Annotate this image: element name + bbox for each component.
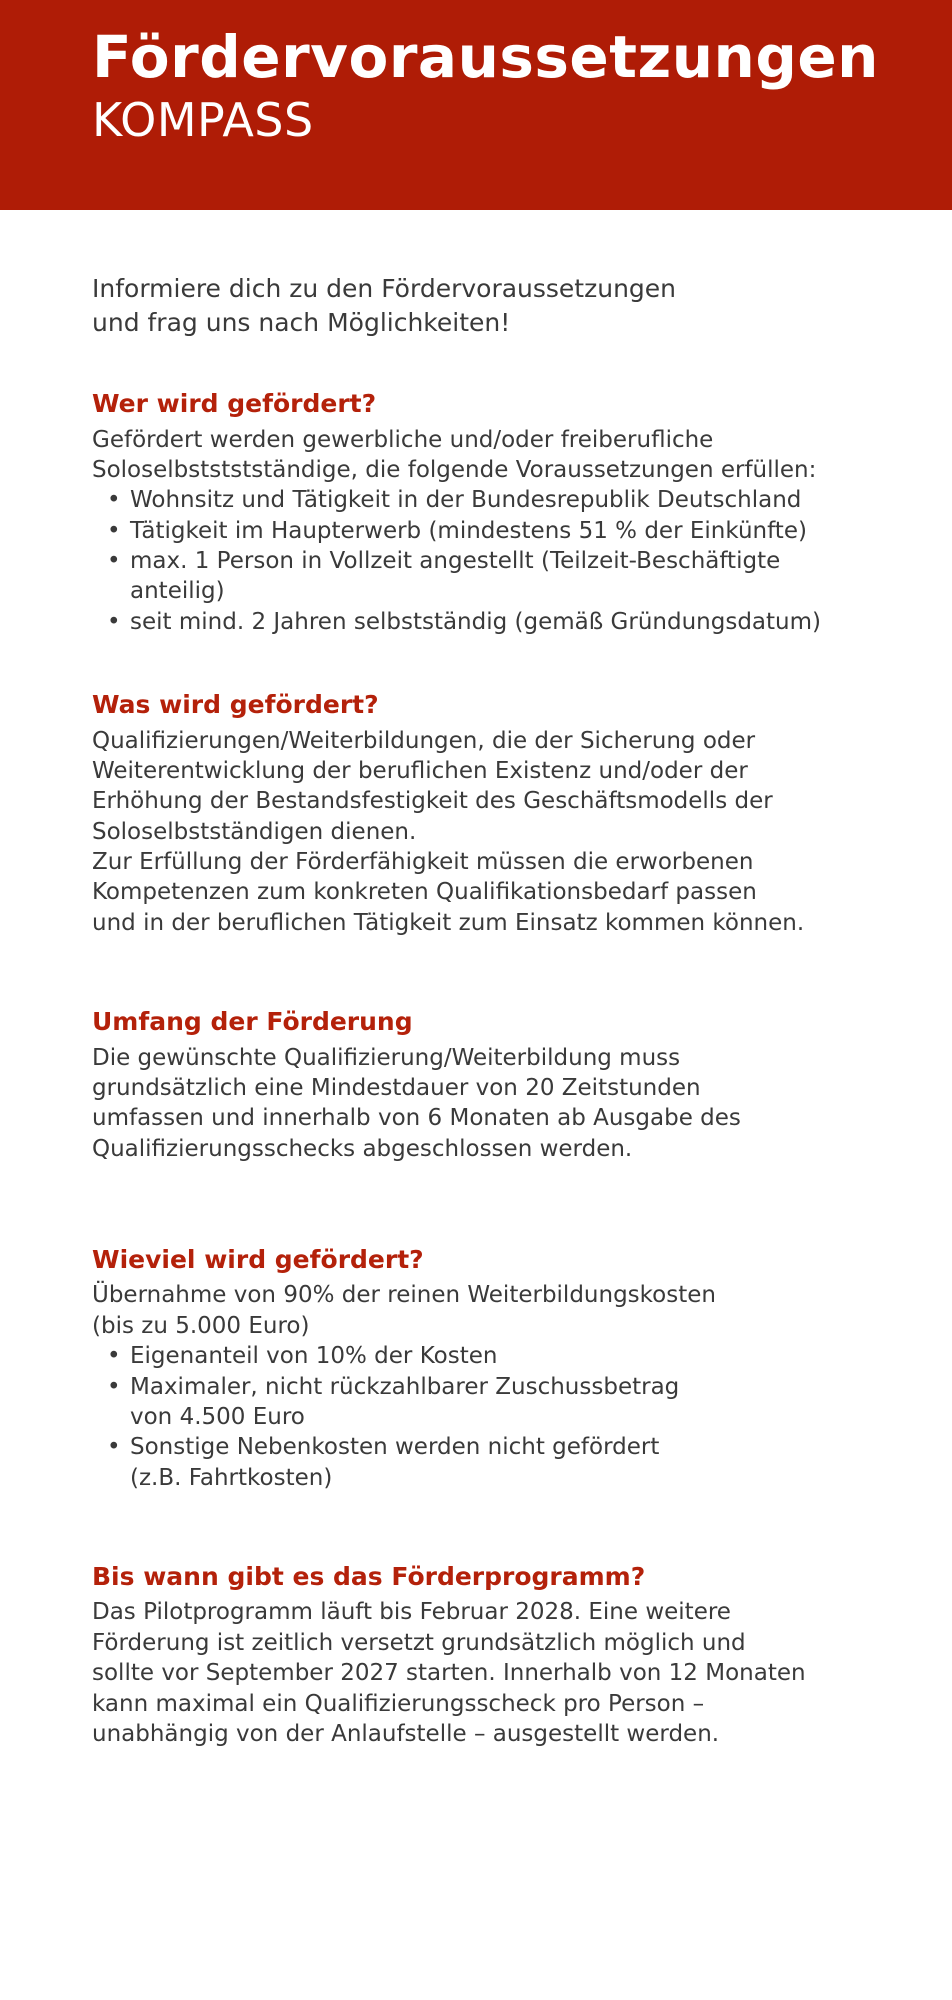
intro-paragraph — [92, 272, 882, 340]
main-content — [0, 210, 952, 1749]
paragraph-line: und in der beruflichen Tätigkeit zum Einsatz kommen können. — [92, 909, 805, 936]
spacer — [92, 671, 882, 689]
section-heading: Umfang der Förderung — [92, 1007, 413, 1037]
paragraph-line: grundsätzlich eine Mindestdauer von 20 Zeitstunden — [92, 1074, 701, 1101]
list-item-line: • max. 1 Person in Vollzeit angestellt (Teilzeit-Beschäftigte — [130, 547, 781, 574]
section-paragraph — [92, 1597, 882, 1749]
bullet-list — [92, 485, 882, 637]
paragraph-line: Erhöhung der Bestandsfestigkeit des Geschäftsmodells der — [92, 788, 773, 815]
section-heading: Bis wann gibt es das Förderprogramm? — [92, 1561, 646, 1591]
paragraph-line: sollte vor September 2027 starten. Innerhalb von 12 Monaten — [92, 1660, 806, 1687]
paragraph-line: Soloselbstständigen dienen. — [92, 818, 417, 845]
section-heading: Wer wird gefördert? — [92, 389, 377, 418]
list-item-line: • Sonstige Nebenkosten werden nicht gefördert — [130, 1434, 660, 1461]
list-item-line: von 4.500 Euro — [130, 1403, 305, 1430]
section-heading: Wieviel wird gefördert? — [92, 1244, 424, 1274]
paragraph-line: Zur Erfüllung der Förderfähigkeit müssen die erworbenen — [92, 848, 754, 875]
section-paragraph — [92, 726, 882, 939]
paragraph-line: umfassen und innerhalb von 6 Monaten ab Ausgabe des — [92, 1105, 741, 1132]
list-item-line: • Tätigkeit im Haupterwerb (mindestens 51 % der Einkünfte) — [130, 517, 807, 544]
paragraph-line: Qualifizierungsschecks abgeschlossen werden. — [92, 1135, 633, 1162]
list-item — [92, 1372, 882, 1433]
list-item — [92, 607, 882, 637]
intro-line-1: Informiere dich zu den Fördervoraussetzungen — [92, 274, 677, 303]
section-paragraph — [92, 1280, 882, 1341]
paragraph-line: Die gewünschte Qualifizierung/Weiterbildung muss — [92, 1044, 681, 1071]
bullet-list — [92, 1341, 882, 1493]
intro-line-2: und frag uns nach Möglichkeiten! — [92, 308, 511, 337]
paragraph-line: Kompetenzen zum konkreten Qualifikationsbedarf passen — [92, 879, 757, 906]
paragraph-line: Gefördert werden gewerbliche und/oder freiberufliche — [92, 426, 714, 453]
paragraph-line: Qualifizierungen/Weiterbildungen, die der Sicherung oder — [92, 727, 756, 754]
header-banner — [0, 0, 952, 210]
list-item-line: • Eigenanteil von 10% der Kosten — [130, 1343, 498, 1370]
list-item — [92, 1341, 882, 1371]
section-was-wird-gefoerdert — [92, 689, 882, 938]
paragraph-line: unabhängig von der Anlaufstelle – ausgestellt werden. — [92, 1720, 720, 1747]
list-item-line: • Wohnsitz und Tätigkeit in der Bundesrepublik Deutschland — [130, 487, 802, 514]
paragraph-line: Übernahme von 90% der reinen Weiterbildungskosten — [92, 1282, 716, 1309]
section-wer-wird-gefoerdert — [92, 388, 882, 637]
program-name: KOMPASS — [92, 92, 314, 147]
page-title: Fördervoraussetzungen — [92, 23, 879, 91]
list-item — [92, 485, 882, 515]
list-item — [92, 516, 882, 546]
list-item-line: anteilig) — [130, 578, 225, 605]
list-item — [92, 1432, 882, 1493]
spacer — [92, 1198, 882, 1244]
paragraph-line: Das Pilotprogramm läuft bis Februar 2028. Eine weitere — [92, 1599, 731, 1626]
spacer — [92, 1527, 882, 1561]
list-item-line: (z.B. Fahrtkosten) — [130, 1464, 333, 1491]
paragraph-line: Soloselbstststständige, die folgende Voraussetzungen erfüllen: — [92, 456, 817, 483]
paragraph-line: Förderung ist zeitlich versetzt grundsätzlich möglich und — [92, 1629, 746, 1656]
paragraph-line: (bis zu 5.000 Euro) — [92, 1312, 310, 1339]
paragraph-line: Weiterentwicklung der beruflichen Existenz und/oder der — [92, 757, 748, 784]
list-item — [92, 546, 882, 607]
list-item-line: • Maximaler, nicht rückzahlbarer Zuschussbetrag — [130, 1373, 680, 1400]
section-heading: Was wird gefördert? — [92, 690, 379, 720]
section-umfang-der-foerderung — [92, 1006, 882, 1164]
spacer — [92, 972, 882, 1006]
list-item-line: • seit mind. 2 Jahren selbstständig (gemäß Gründungsdatum) — [130, 608, 821, 635]
section-wieviel-wird-gefoerdert — [92, 1244, 882, 1493]
paragraph-line: kann maximal ein Qualifizierungsscheck pro Person – — [92, 1690, 705, 1717]
section-paragraph — [92, 1043, 882, 1164]
section-paragraph — [92, 425, 882, 486]
section-bis-wann-foerderprogramm — [92, 1561, 882, 1749]
